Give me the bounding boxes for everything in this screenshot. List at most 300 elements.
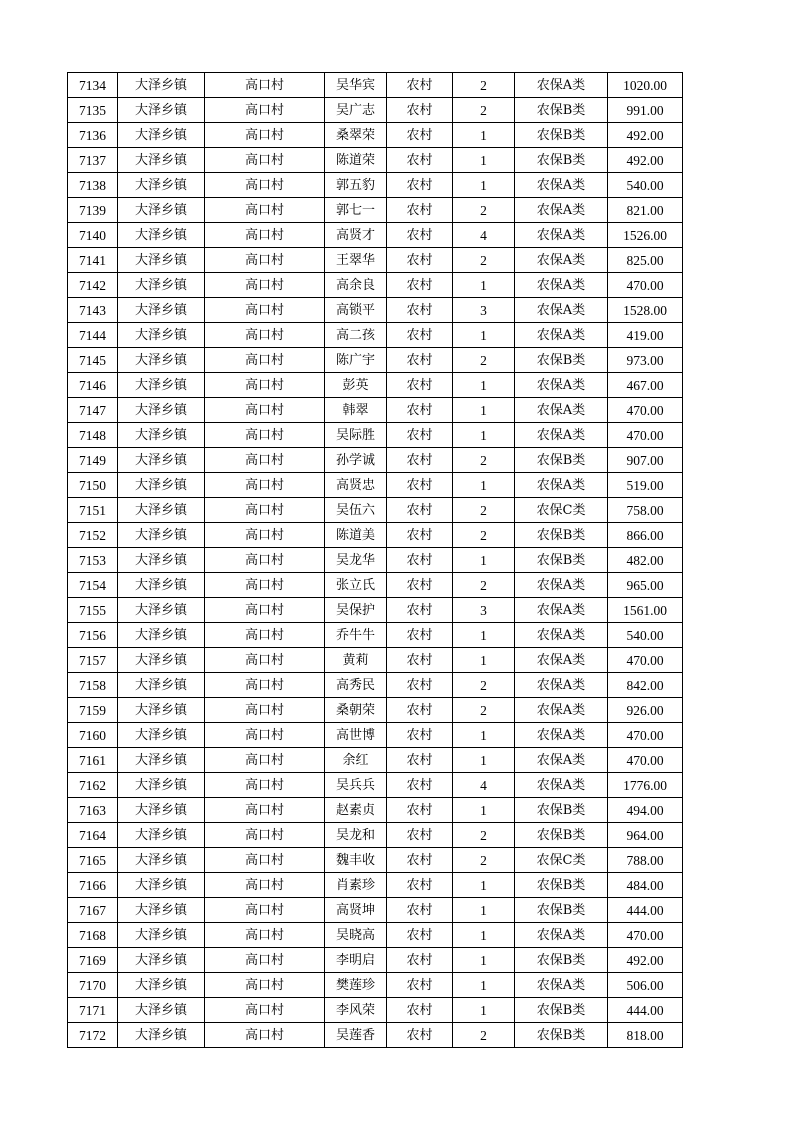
insurance-category-cell: 农保A类 — [515, 973, 608, 998]
row-number-cell: 7156 — [68, 623, 118, 648]
table-row — [68, 873, 683, 898]
family-size-cell: 1 — [453, 323, 515, 348]
table-row — [68, 73, 683, 98]
insurance-category-cell: 农保A类 — [515, 748, 608, 773]
table-row — [68, 98, 683, 123]
township-cell: 大泽乡镇 — [118, 373, 205, 398]
family-size-cell: 2 — [453, 848, 515, 873]
township-cell: 大泽乡镇 — [118, 623, 205, 648]
row-number-cell: 7147 — [68, 398, 118, 423]
township-cell: 大泽乡镇 — [118, 98, 205, 123]
name-cell: 吴龙华 — [325, 548, 387, 573]
family-size-cell: 2 — [453, 1023, 515, 1048]
village-cell: 高口村 — [205, 123, 325, 148]
family-size-cell: 2 — [453, 498, 515, 523]
household-type-cell: 农村 — [387, 948, 453, 973]
row-number-cell: 7163 — [68, 798, 118, 823]
row-number-cell: 7144 — [68, 323, 118, 348]
name-cell: 樊莲珍 — [325, 973, 387, 998]
insurance-category-cell: 农保B类 — [515, 823, 608, 848]
amount-cell: 470.00 — [608, 648, 683, 673]
household-type-cell: 农村 — [387, 73, 453, 98]
household-type-cell: 农村 — [387, 373, 453, 398]
township-cell: 大泽乡镇 — [118, 523, 205, 548]
household-type-cell: 农村 — [387, 323, 453, 348]
amount-cell: 419.00 — [608, 323, 683, 348]
row-number-cell: 7140 — [68, 223, 118, 248]
village-cell: 高口村 — [205, 273, 325, 298]
insurance-category-cell: 农保A类 — [515, 398, 608, 423]
table-row — [68, 698, 683, 723]
village-cell: 高口村 — [205, 523, 325, 548]
table-row — [68, 773, 683, 798]
township-cell: 大泽乡镇 — [118, 498, 205, 523]
table-row — [68, 598, 683, 623]
table-row — [68, 623, 683, 648]
family-size-cell: 1 — [453, 648, 515, 673]
name-cell: 余红 — [325, 748, 387, 773]
row-number-cell: 7141 — [68, 248, 118, 273]
insurance-category-cell: 农保B类 — [515, 98, 608, 123]
household-type-cell: 农村 — [387, 423, 453, 448]
row-number-cell: 7135 — [68, 98, 118, 123]
village-cell: 高口村 — [205, 398, 325, 423]
name-cell: 高贤忠 — [325, 473, 387, 498]
table-row — [68, 948, 683, 973]
amount-cell: 484.00 — [608, 873, 683, 898]
insurance-category-cell: 农保C类 — [515, 498, 608, 523]
village-cell: 高口村 — [205, 873, 325, 898]
insurance-category-cell: 农保A类 — [515, 723, 608, 748]
township-cell: 大泽乡镇 — [118, 473, 205, 498]
table-row — [68, 323, 683, 348]
table-row — [68, 273, 683, 298]
table-row — [68, 723, 683, 748]
family-size-cell: 1 — [453, 873, 515, 898]
table-row — [68, 848, 683, 873]
amount-cell: 519.00 — [608, 473, 683, 498]
household-type-cell: 农村 — [387, 598, 453, 623]
row-number-cell: 7167 — [68, 898, 118, 923]
insurance-category-cell: 农保C类 — [515, 848, 608, 873]
amount-cell: 1776.00 — [608, 773, 683, 798]
row-number-cell: 7153 — [68, 548, 118, 573]
name-cell: 郭七一 — [325, 198, 387, 223]
amount-cell: 470.00 — [608, 423, 683, 448]
family-size-cell: 1 — [453, 423, 515, 448]
township-cell: 大泽乡镇 — [118, 273, 205, 298]
name-cell: 吴伍六 — [325, 498, 387, 523]
row-number-cell: 7136 — [68, 123, 118, 148]
insurance-category-cell: 农保B类 — [515, 123, 608, 148]
village-cell: 高口村 — [205, 498, 325, 523]
township-cell: 大泽乡镇 — [118, 73, 205, 98]
family-size-cell: 1 — [453, 723, 515, 748]
village-cell: 高口村 — [205, 898, 325, 923]
family-size-cell: 3 — [453, 598, 515, 623]
village-cell: 高口村 — [205, 73, 325, 98]
table-row — [68, 198, 683, 223]
insurance-category-cell: 农保B类 — [515, 948, 608, 973]
household-type-cell: 农村 — [387, 848, 453, 873]
family-size-cell: 1 — [453, 273, 515, 298]
name-cell: 高余良 — [325, 273, 387, 298]
household-type-cell: 农村 — [387, 473, 453, 498]
table-row — [68, 373, 683, 398]
household-type-cell: 农村 — [387, 498, 453, 523]
table-row — [68, 573, 683, 598]
amount-cell: 470.00 — [608, 923, 683, 948]
amount-cell: 825.00 — [608, 248, 683, 273]
family-size-cell: 2 — [453, 348, 515, 373]
amount-cell: 926.00 — [608, 698, 683, 723]
township-cell: 大泽乡镇 — [118, 173, 205, 198]
row-number-cell: 7151 — [68, 498, 118, 523]
row-number-cell: 7168 — [68, 923, 118, 948]
insurance-category-cell: 农保A类 — [515, 223, 608, 248]
name-cell: 吴莲香 — [325, 1023, 387, 1048]
insurance-category-cell: 农保A类 — [515, 573, 608, 598]
row-number-cell: 7169 — [68, 948, 118, 973]
insurance-category-cell: 农保A类 — [515, 648, 608, 673]
insurance-category-cell: 农保A类 — [515, 298, 608, 323]
row-number-cell: 7157 — [68, 648, 118, 673]
household-type-cell: 农村 — [387, 248, 453, 273]
village-cell: 高口村 — [205, 973, 325, 998]
row-number-cell: 7155 — [68, 598, 118, 623]
township-cell: 大泽乡镇 — [118, 598, 205, 623]
township-cell: 大泽乡镇 — [118, 923, 205, 948]
village-cell: 高口村 — [205, 923, 325, 948]
table-body — [68, 73, 683, 1048]
family-size-cell: 1 — [453, 173, 515, 198]
village-cell: 高口村 — [205, 98, 325, 123]
amount-cell: 1561.00 — [608, 598, 683, 623]
amount-cell: 470.00 — [608, 723, 683, 748]
village-cell: 高口村 — [205, 1023, 325, 1048]
name-cell: 高锁平 — [325, 298, 387, 323]
township-cell: 大泽乡镇 — [118, 573, 205, 598]
household-type-cell: 农村 — [387, 973, 453, 998]
insurance-category-cell: 农保A类 — [515, 598, 608, 623]
household-type-cell: 农村 — [387, 723, 453, 748]
row-number-cell: 7165 — [68, 848, 118, 873]
household-type-cell: 农村 — [387, 823, 453, 848]
table-row — [68, 548, 683, 573]
table-row — [68, 973, 683, 998]
name-cell: 陈道荣 — [325, 148, 387, 173]
amount-cell: 492.00 — [608, 148, 683, 173]
family-size-cell: 1 — [453, 798, 515, 823]
household-type-cell: 农村 — [387, 548, 453, 573]
amount-cell: 965.00 — [608, 573, 683, 598]
row-number-cell: 7172 — [68, 1023, 118, 1048]
insurance-category-cell: 农保A类 — [515, 73, 608, 98]
row-number-cell: 7139 — [68, 198, 118, 223]
table-row — [68, 1023, 683, 1048]
village-cell: 高口村 — [205, 848, 325, 873]
amount-cell: 973.00 — [608, 348, 683, 373]
insurance-category-cell: 农保A类 — [515, 623, 608, 648]
amount-cell: 540.00 — [608, 623, 683, 648]
village-cell: 高口村 — [205, 998, 325, 1023]
table-row — [68, 998, 683, 1023]
family-size-cell: 1 — [453, 623, 515, 648]
family-size-cell: 4 — [453, 223, 515, 248]
village-cell: 高口村 — [205, 448, 325, 473]
table-row — [68, 423, 683, 448]
table-row — [68, 223, 683, 248]
insurance-category-cell: 农保A类 — [515, 198, 608, 223]
township-cell: 大泽乡镇 — [118, 723, 205, 748]
amount-cell: 1528.00 — [608, 298, 683, 323]
table-row — [68, 748, 683, 773]
family-size-cell: 1 — [453, 998, 515, 1023]
household-type-cell: 农村 — [387, 648, 453, 673]
amount-cell: 492.00 — [608, 123, 683, 148]
household-type-cell: 农村 — [387, 298, 453, 323]
household-type-cell: 农村 — [387, 398, 453, 423]
row-number-cell: 7152 — [68, 523, 118, 548]
name-cell: 吴龙和 — [325, 823, 387, 848]
row-number-cell: 7148 — [68, 423, 118, 448]
row-number-cell: 7161 — [68, 748, 118, 773]
row-number-cell: 7137 — [68, 148, 118, 173]
village-cell: 高口村 — [205, 623, 325, 648]
amount-cell: 492.00 — [608, 948, 683, 973]
family-size-cell: 1 — [453, 148, 515, 173]
family-size-cell: 2 — [453, 698, 515, 723]
family-size-cell: 2 — [453, 198, 515, 223]
village-cell: 高口村 — [205, 373, 325, 398]
name-cell: 韩翠 — [325, 398, 387, 423]
table-row — [68, 398, 683, 423]
name-cell: 李风荣 — [325, 998, 387, 1023]
village-cell: 高口村 — [205, 423, 325, 448]
household-type-cell: 农村 — [387, 898, 453, 923]
village-cell: 高口村 — [205, 648, 325, 673]
records-table — [67, 72, 683, 1048]
family-size-cell: 2 — [453, 248, 515, 273]
name-cell: 桑朝荣 — [325, 698, 387, 723]
family-size-cell: 4 — [453, 773, 515, 798]
amount-cell: 907.00 — [608, 448, 683, 473]
village-cell: 高口村 — [205, 198, 325, 223]
household-type-cell: 农村 — [387, 573, 453, 598]
household-type-cell: 农村 — [387, 673, 453, 698]
township-cell: 大泽乡镇 — [118, 548, 205, 573]
village-cell: 高口村 — [205, 723, 325, 748]
name-cell: 吴际胜 — [325, 423, 387, 448]
name-cell: 桑翠荣 — [325, 123, 387, 148]
amount-cell: 506.00 — [608, 973, 683, 998]
household-type-cell: 农村 — [387, 198, 453, 223]
name-cell: 吴晓高 — [325, 923, 387, 948]
insurance-category-cell: 农保A类 — [515, 423, 608, 448]
name-cell: 吴华宾 — [325, 73, 387, 98]
household-type-cell: 农村 — [387, 98, 453, 123]
amount-cell: 866.00 — [608, 523, 683, 548]
insurance-category-cell: 农保A类 — [515, 248, 608, 273]
family-size-cell: 2 — [453, 573, 515, 598]
insurance-category-cell: 农保A类 — [515, 273, 608, 298]
insurance-category-cell: 农保B类 — [515, 873, 608, 898]
table-row — [68, 798, 683, 823]
row-number-cell: 7134 — [68, 73, 118, 98]
amount-cell: 788.00 — [608, 848, 683, 873]
amount-cell: 842.00 — [608, 673, 683, 698]
row-number-cell: 7160 — [68, 723, 118, 748]
village-cell: 高口村 — [205, 548, 325, 573]
family-size-cell: 2 — [453, 823, 515, 848]
household-type-cell: 农村 — [387, 998, 453, 1023]
family-size-cell: 1 — [453, 748, 515, 773]
village-cell: 高口村 — [205, 748, 325, 773]
township-cell: 大泽乡镇 — [118, 248, 205, 273]
name-cell: 陈广宇 — [325, 348, 387, 373]
township-cell: 大泽乡镇 — [118, 673, 205, 698]
township-cell: 大泽乡镇 — [118, 323, 205, 348]
household-type-cell: 农村 — [387, 748, 453, 773]
household-type-cell: 农村 — [387, 273, 453, 298]
family-size-cell: 2 — [453, 448, 515, 473]
amount-cell: 444.00 — [608, 998, 683, 1023]
insurance-category-cell: 农保A类 — [515, 923, 608, 948]
township-cell: 大泽乡镇 — [118, 998, 205, 1023]
family-size-cell: 2 — [453, 98, 515, 123]
household-type-cell: 农村 — [387, 148, 453, 173]
amount-cell: 758.00 — [608, 498, 683, 523]
village-cell: 高口村 — [205, 773, 325, 798]
township-cell: 大泽乡镇 — [118, 298, 205, 323]
township-cell: 大泽乡镇 — [118, 698, 205, 723]
family-size-cell: 1 — [453, 123, 515, 148]
name-cell: 乔牛牛 — [325, 623, 387, 648]
row-number-cell: 7146 — [68, 373, 118, 398]
family-size-cell: 1 — [453, 973, 515, 998]
household-type-cell: 农村 — [387, 123, 453, 148]
table-row — [68, 673, 683, 698]
name-cell: 吴保护 — [325, 598, 387, 623]
insurance-category-cell: 农保B类 — [515, 348, 608, 373]
row-number-cell: 7171 — [68, 998, 118, 1023]
family-size-cell: 3 — [453, 298, 515, 323]
household-type-cell: 农村 — [387, 873, 453, 898]
name-cell: 肖素珍 — [325, 873, 387, 898]
table-row — [68, 923, 683, 948]
village-cell: 高口村 — [205, 573, 325, 598]
amount-cell: 470.00 — [608, 273, 683, 298]
household-type-cell: 农村 — [387, 1023, 453, 1048]
insurance-category-cell: 农保B类 — [515, 148, 608, 173]
family-size-cell: 1 — [453, 548, 515, 573]
township-cell: 大泽乡镇 — [118, 823, 205, 848]
township-cell: 大泽乡镇 — [118, 873, 205, 898]
table-row — [68, 523, 683, 548]
insurance-category-cell: 农保A类 — [515, 698, 608, 723]
township-cell: 大泽乡镇 — [118, 973, 205, 998]
insurance-category-cell: 农保B类 — [515, 998, 608, 1023]
name-cell: 吴兵兵 — [325, 773, 387, 798]
township-cell: 大泽乡镇 — [118, 648, 205, 673]
row-number-cell: 7142 — [68, 273, 118, 298]
family-size-cell: 1 — [453, 473, 515, 498]
name-cell: 魏丰收 — [325, 848, 387, 873]
amount-cell: 821.00 — [608, 198, 683, 223]
household-type-cell: 农村 — [387, 773, 453, 798]
township-cell: 大泽乡镇 — [118, 748, 205, 773]
table-row — [68, 823, 683, 848]
name-cell: 王翠华 — [325, 248, 387, 273]
name-cell: 黄莉 — [325, 648, 387, 673]
village-cell: 高口村 — [205, 823, 325, 848]
name-cell: 高二孩 — [325, 323, 387, 348]
name-cell: 赵素贞 — [325, 798, 387, 823]
insurance-category-cell: 农保B类 — [515, 523, 608, 548]
amount-cell: 818.00 — [608, 1023, 683, 1048]
family-size-cell: 1 — [453, 898, 515, 923]
name-cell: 高秀民 — [325, 673, 387, 698]
household-type-cell: 农村 — [387, 698, 453, 723]
amount-cell: 1020.00 — [608, 73, 683, 98]
village-cell: 高口村 — [205, 948, 325, 973]
household-type-cell: 农村 — [387, 223, 453, 248]
insurance-category-cell: 农保B类 — [515, 898, 608, 923]
row-number-cell: 7162 — [68, 773, 118, 798]
name-cell: 孙学诚 — [325, 448, 387, 473]
household-type-cell: 农村 — [387, 623, 453, 648]
village-cell: 高口村 — [205, 148, 325, 173]
family-size-cell: 1 — [453, 373, 515, 398]
table-row — [68, 298, 683, 323]
table-row — [68, 648, 683, 673]
amount-cell: 494.00 — [608, 798, 683, 823]
name-cell: 高贤坤 — [325, 898, 387, 923]
amount-cell: 470.00 — [608, 748, 683, 773]
amount-cell: 991.00 — [608, 98, 683, 123]
table-row — [68, 898, 683, 923]
village-cell: 高口村 — [205, 598, 325, 623]
name-cell: 彭英 — [325, 373, 387, 398]
household-type-cell: 农村 — [387, 523, 453, 548]
family-size-cell: 1 — [453, 948, 515, 973]
row-number-cell: 7164 — [68, 823, 118, 848]
insurance-category-cell: 农保B类 — [515, 798, 608, 823]
table-row — [68, 448, 683, 473]
household-type-cell: 农村 — [387, 448, 453, 473]
village-cell: 高口村 — [205, 348, 325, 373]
township-cell: 大泽乡镇 — [118, 423, 205, 448]
table-row — [68, 123, 683, 148]
row-number-cell: 7154 — [68, 573, 118, 598]
village-cell: 高口村 — [205, 323, 325, 348]
village-cell: 高口村 — [205, 223, 325, 248]
row-number-cell: 7158 — [68, 673, 118, 698]
table-row — [68, 148, 683, 173]
township-cell: 大泽乡镇 — [118, 348, 205, 373]
amount-cell: 482.00 — [608, 548, 683, 573]
township-cell: 大泽乡镇 — [118, 198, 205, 223]
insurance-category-cell: 农保B类 — [515, 548, 608, 573]
amount-cell: 964.00 — [608, 823, 683, 848]
township-cell: 大泽乡镇 — [118, 1023, 205, 1048]
insurance-category-cell: 农保A类 — [515, 673, 608, 698]
name-cell: 吴广志 — [325, 98, 387, 123]
row-number-cell: 7143 — [68, 298, 118, 323]
insurance-category-cell: 农保A类 — [515, 323, 608, 348]
name-cell: 张立氏 — [325, 573, 387, 598]
insurance-category-cell: 农保A类 — [515, 473, 608, 498]
